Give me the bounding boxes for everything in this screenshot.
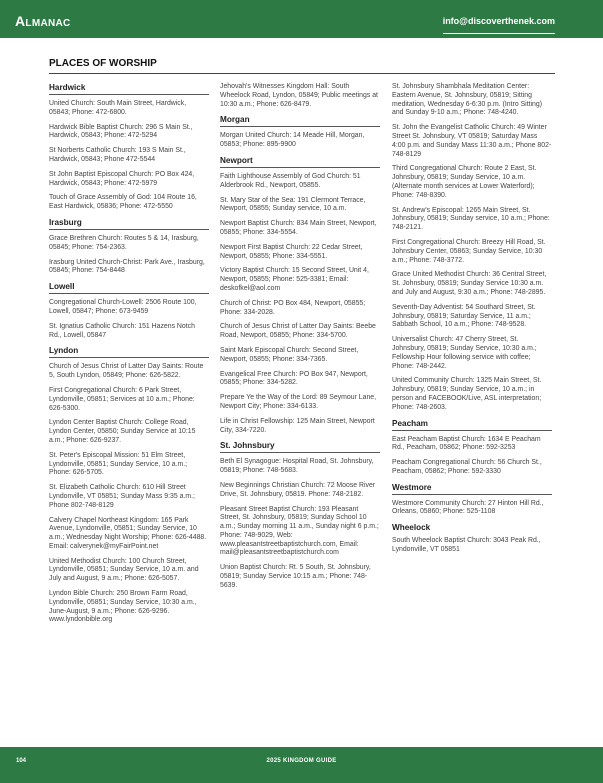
church-entry: Universalist Church: 47 Cherry Street, St. Johnsbury, 05819; Sunday Service, 10:30 a.m.; Fellowship Hour following service with coffee; Phone: 748-2442.: [392, 336, 537, 370]
column-2: [220, 83, 380, 597]
town-section: [392, 523, 552, 555]
church-entry: Hardwick Bible Baptist Church: 296 S Main St., Hardwick, 05843; Phone: 472-5294: [49, 123, 193, 140]
town-section: [49, 83, 209, 212]
church-entry: Irasburg United Church-Christ: Park Ave., Irasburg, 05845; Phone: 754-8448: [49, 258, 205, 275]
town-section: [392, 419, 552, 477]
church-entry: Calvery Chapel Northeast Kingdom: 165 Park Avenue, Lyndonville, 05851; Sunday Service, 10 a.m.; Wednesday Night Worship; Phone: 626-4488. Email: calverynek@myFairPoint.net: [49, 516, 207, 550]
church-entry: St. Mary Star of the Sea: 191 Clermont Terrace, Newport, 05855; Sunday service, 10 a.m.: [220, 196, 366, 213]
church-entry: First Congregational Church: Breezy Hill Road, St. Johnsbury Center, 05863; Sunday Service, 10:30 a.m.; Phone: 748-3772.: [392, 238, 546, 264]
church-entry: New Beginnings Christian Church: 72 Moose River Drive, St. Johnsbury, 05819. Phone: 748-2182.: [220, 481, 376, 498]
church-entry: Grace United Methodist Church: 36 Central Street, St. Johnsbury, 05819; Sunday Service 10:30 a.m. and July and August, 9:30 a.m.; Phone: 748-2895.: [392, 271, 547, 296]
church-entry: Union Baptist Church: Rt. 5 South, St. Johnsbury, 05819; Sunday Service 10:15 a.m.; Phone: 748-5639.: [220, 564, 371, 589]
column-3: [392, 83, 552, 561]
town-heading: Morgan: [220, 115, 380, 127]
page-number: 104: [16, 758, 27, 764]
church-entry: First Congregational Church: 6 Park Street, Lyndonville, 05851; Services at 10 a.m.; Phone: 626-5300.: [49, 386, 195, 412]
church-entry: Peacham Congregational Church: 56 Church St., Peacham, 05862; Phone: 592-3330: [392, 459, 542, 475]
church-entry: St. Andrew's Episcopal: 1265 Main Street, St. Johnsbury, 05819; Sunday service, 10 a.m.; Phone: 748-2121.: [392, 206, 550, 232]
town-section: [220, 156, 380, 435]
church-entry: Evangelical Free Church: PO Box 947, Newport, 05855; Phone: 334-5282.: [220, 370, 368, 387]
header-rule: [443, 33, 555, 34]
church-entry: United Church: South Main Street, Hardwick, 05843; Phone: 472-6800.: [49, 100, 187, 116]
town-section: [220, 83, 380, 109]
footer-bar: [0, 747, 603, 783]
church-entry: Westmore Community Church: 27 Hinton Hill Rd., Orleans, 05860; Phone: 525-1108: [392, 499, 544, 516]
town-heading: Lyndon: [49, 346, 209, 358]
church-entry: Jehovah's Witnesses Kingdom Hall: South Wheelock Road, Lyndon, 05849; Public meetings at 10:30 a.m.; Phone: 626-8479.: [220, 83, 378, 108]
town-heading: Lowell: [49, 282, 209, 294]
town-section: [49, 346, 209, 625]
church-entry: Church of Jesus Christ of Latter Day Saints: Beebe Road, Newport, 05855; Phone: 334-5700.: [220, 323, 376, 340]
church-entry: Victory Baptist Church: 15 Second Street, Unit 4, Newport, 05855; Phone: 525-3381; Email: deskofkel@aol.com: [220, 267, 369, 292]
header-bar: [0, 0, 603, 38]
church-entry: Congregational Church-Lowell: 2506 Route 100, Lowell, 05847; Phone: 673-9459: [49, 299, 197, 315]
church-entry: Lyndon Bible Church: 250 Brown Farm Road, Lyndonville, 05851; Sunday Service, 10:30 a.m., June-August, 9 a.m.; Phone: 626-9296. www.lyndonbible.org: [49, 590, 197, 624]
church-entry: Newport Baptist Church: 834 Main Street, Newport, 05855; Phone: 334-5554.: [220, 220, 377, 236]
town-heading: Westmore: [392, 483, 552, 495]
church-entry: United Community Church: 1325 Main Street, St. Johnsbury, 05819; Sunday Service, 10 a.m.; in person and FACEBOOK/Live, ASL interpretation; Phone: 748-2603.: [392, 377, 542, 411]
page-title: PLACES OF WORSHIP: [49, 58, 157, 69]
church-entry: Church of Christ: PO Box 484, Newport, 05855; Phone: 334-2028.: [220, 299, 366, 316]
church-entry: Church of Jesus Christ of Latter Day Saints: Route 5, South Lyndon, 05849; Phone: 626-5822.: [49, 363, 204, 380]
church-entry: Newport First Baptist Church: 22 Cedar Street, Newport, 05855; Phone: 334-5551.: [220, 243, 363, 260]
church-entry: St. Ignatius Catholic Church: 151 Hazens Notch Rd., Lowell, 05847: [49, 322, 195, 339]
church-entry: South Wheelock Baptist Church: 3043 Peak Rd., Lyndonville, VT 05851: [392, 537, 541, 554]
church-entry: Seventh-Day Adventist: 54 Southard Street, St. Johnsbury, 05819; Saturday Service, 11 a.m.; Sabbath School, 10 a.m.; Phone: 748-9528.: [392, 303, 536, 329]
church-entry: Beth El Synagogue: Hospital Road, St. Johnsbury, 05819; Phone: 748-5683.: [220, 458, 374, 475]
email-link[interactable]: info@discoverthenek.com: [442, 16, 555, 26]
town-heading: Wheelock: [392, 523, 431, 533]
town-section: [49, 218, 209, 276]
town-section: [392, 83, 552, 413]
church-entry: Lyndon Center Baptist Church: College Road, Lyndon Center, 05850; Sunday Service at 10:15 a.m.; Phone: 626-9237.: [49, 419, 196, 444]
guide-title: 2025 KINGDOM GUIDE: [266, 758, 337, 764]
town-heading: Hardwick: [49, 83, 209, 95]
town-section: [220, 115, 380, 150]
town-heading: Peacham: [392, 419, 552, 431]
town-heading: Newport: [220, 156, 380, 168]
church-entry: St. Elizabeth Catholic Church: 610 Hill Street Lyndonville, VT 05851; Sunday Mass 9:35 a.m.; Phone 802-748-8129: [49, 484, 195, 509]
town-heading: St. Johnsbury: [220, 441, 380, 453]
church-entry: Grace Brethren Church: Routes 5 & 14, Irasburg, 05845; Phone: 754-2363.: [49, 234, 199, 251]
town-section: [49, 282, 209, 340]
church-entry: Life in Christ Fellowship: 125 Main Street, Newport City, 334-7220.: [220, 417, 375, 434]
church-entry: United Methodist Church: 100 Church Street, Lyndonville, 05851; Sunday Service, 10 a.m. and July and August, 9 a.m.; Phone: 626-5057.: [49, 557, 199, 583]
church-entry: Faith Lighthouse Assembly of God Church: 51 Alderbrook Rd., Newport, 05855.: [220, 172, 361, 189]
church-entry: Touch of Grace Assembly of God: 104 Route 16, East Hardwick, 05836; Phone: 472-5550: [49, 194, 197, 211]
church-entry: Pleasant Street Baptist Church: 193 Pleasant Street, St. Johnsbury, 05819; Sunday School 10 a.m.; Sunday morning 11 a.m., Sunday night 6 p.m.; Phone: 748-9029, Web: www.pleasantstreetbaptistchurch.com, Email: mail@pleasantstreetbaptistchurch.com: [220, 505, 379, 557]
church-entry: St Norberts Catholic Church: 193 S Main St., Hardwick, 05843; Phone 472-5544: [49, 147, 186, 163]
almanac-title: Almanac: [15, 13, 71, 29]
town-heading: Irasburg: [49, 218, 209, 230]
church-entry: St. John the Evangelist Catholic Church: 49 Winter Street St. Johnsbury, VT 05819; Saturday Mass 4:00 p.m. and Sunday Mass 11:30 a.m.; Phone 802-748-8129: [392, 124, 552, 158]
church-entry: Prepare Ye the Way of the Lord: 89 Seymour Lane, Newport City; Phone: 334-6133.: [220, 394, 377, 410]
column-1: [49, 83, 209, 631]
church-entry: St. Johnsbury Shambhala Meditation Center: Eastern Avenue, St. Johnsbury, 05819; Sitting meditation, Wednesday 6-6:30 p.m. (Intro Sitting) and Sunday 9-10 a.m.; Phone: 748-4240.: [392, 83, 543, 117]
main-content: [49, 58, 554, 738]
church-entry: Saint Mark Episcopal Church: Second Street, Newport, 05855; Phone: 334-7365.: [220, 346, 359, 363]
church-entry: Morgan United Church: 14 Meade Hill, Morgan, 05853; Phone: 895-9900: [220, 132, 365, 149]
title-divider: [49, 73, 555, 74]
town-section: [392, 483, 552, 518]
church-entry: East Peacham Baptist Church: 1634 E Peacham Rd., Peacham, 05862; Phone: 592-3253: [392, 435, 541, 452]
church-entry: St. Peter's Episcopal Mission: 51 Elm Street, Lyndonville, 05851; Sunday Service, 10 a.m.; Phone: 626-5705.: [49, 451, 188, 477]
church-entry: Third Congregational Church: Route 2 East, St. Johnsbury, 05819; Sunday Service, 10 a.m. (Alternate month services at Lower Waterford); Phone: 748-8390.: [392, 165, 537, 199]
church-entry: St John Baptist Episcopal Church: PO Box 424, Hardwick, 05843; Phone: 472-5979: [49, 170, 195, 187]
town-section: [220, 441, 380, 590]
